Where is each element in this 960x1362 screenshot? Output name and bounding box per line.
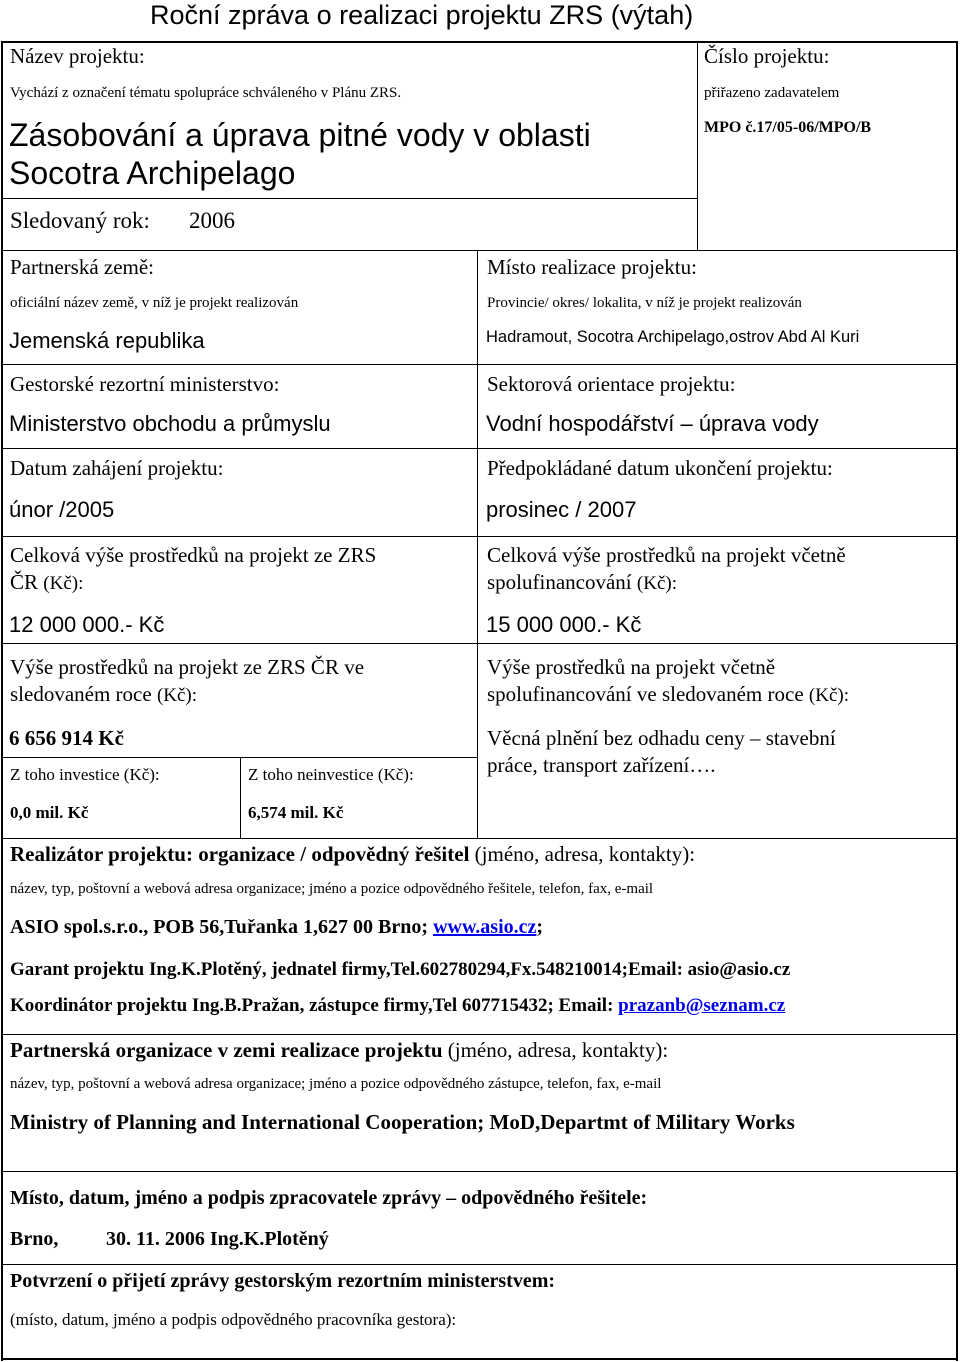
signature-date-name: 30. 11. 2006 Ing.K.Plotěný [106, 1228, 329, 1250]
end-value: prosinec / 2007 [486, 497, 637, 522]
total-cofin-value: 15 000 000.- Kč [486, 612, 642, 637]
divider-r8 [1, 1171, 958, 1172]
location-value: Hadramout, Socotra Archipelago,ostrov Abd Al Kuri [486, 328, 860, 346]
project-name-line2: Socotra Archipelago [9, 155, 296, 191]
project-name-line1: Zásobování a úprava pitné vody v oblasti [9, 117, 591, 153]
divider-number-v [697, 41, 698, 251]
year-cofin-value-line2: práce, transport zařízení…. [487, 753, 716, 777]
partner-org-value: Ministry of Planning and International Cooperation; MoD,Departmt of Military Works [10, 1110, 795, 1134]
divider-title-h [1, 198, 698, 199]
implementer-org: ASIO spol.s.r.o., POB 56,Tuřanka 1,627 00 Brno; www.asio.cz; [10, 916, 544, 938]
invest-value: 0,0 mil. Kč [10, 803, 89, 822]
end-label: Předpokládané datum ukončení projektu: [487, 456, 833, 480]
guarantor: Garant projektu Ing.K.Plotěný, jednatel firmy,Tel.602780294,Fx.548210014;Email: asio@asio.cz [10, 959, 791, 980]
total-zrs-value: 12 000 000.- Kč [9, 612, 165, 637]
total-cofin-label-line1: Celková výše prostředků na projekt včetně [487, 543, 846, 567]
border-top [1, 41, 958, 43]
divider-r9 [1, 1264, 958, 1265]
year-zrs-label-line1: Výše prostředků na projekt ze ZRS ČR ve [10, 655, 365, 679]
total-cofin-label-line2: spolufinancování (Kč): [487, 570, 677, 594]
coordinator: Koordinátor projektu Ing.B.Pražan, zástupce firmy,Tel 607715432; Email: prazanb@seznam.cz [10, 995, 786, 1016]
border-bottom [1, 1358, 958, 1360]
year-cofin-value-line1: Věcná plnění bez odhadu ceny – stavební [487, 726, 836, 750]
noninvest-value: 6,574 mil. Kč [248, 803, 344, 822]
partner-org-label: Partnerská organizace v zemi realizace projektu (jméno, adresa, kontakty): [10, 1038, 669, 1062]
ministry-value: Ministerstvo obchodu a průmyslu [9, 411, 331, 436]
year-label: Sledovaný rok: [10, 208, 150, 233]
border-right [956, 41, 958, 1361]
project-name-label: Název projektu: [10, 44, 145, 68]
sector-label: Sektorová orientace projektu: [487, 372, 736, 396]
total-zrs-label-line1: Celková výše prostředků na projekt ze ZRS [10, 543, 377, 567]
divider-r2 [1, 448, 958, 449]
report-title: Roční zpráva o realizaci projektu ZRS (výtah) [150, 0, 694, 30]
asio-website-link[interactable]: www.asio.cz [433, 916, 537, 938]
sector-value: Vodní hospodářství – úprava vody [486, 411, 819, 436]
divider-r6 [1, 838, 958, 839]
divider-invest-v [240, 757, 241, 838]
year-value: 2006 [189, 208, 235, 233]
start-value: únor /2005 [9, 497, 115, 522]
coordinator-email-link[interactable]: prazanb@seznam.cz [618, 995, 786, 1016]
confirmation-note: (místo, datum, jméno a podpis odpovědného pracovníka gestora): [10, 1310, 457, 1329]
year-cofin-label-line2: spolufinancování ve sledovaném roce (Kč): [487, 682, 849, 706]
noninvest-label: Z toho neinvestice (Kč): [248, 765, 414, 784]
confirmation-label: Potvrzení o přijetí zprávy gestorským rezortním ministerstvem: [10, 1270, 556, 1292]
implementer-label: Realizátor projektu: organizace / odpovědný řešitel (jméno, adresa, kontakty): [10, 842, 696, 866]
total-zrs-label-line2: ČR (Kč): [10, 570, 84, 594]
project-number-value: MPO č.17/05-06/MPO/B [704, 119, 872, 136]
partner-country-note: oficiální název země, v níž je projekt realizován [10, 295, 299, 311]
divider-center-v [477, 250, 478, 838]
partner-country-label: Partnerská země: [10, 255, 155, 279]
location-label: Místo realizace projektu: [487, 255, 697, 279]
ministry-label: Gestorské rezortní ministerstvo: [10, 372, 280, 396]
divider-year-h [1, 250, 958, 251]
implementer-note: název, typ, poštovní a webová adresa organizace; jméno a pozice odpovědného řešitele, telefon, fax, e-mail [10, 881, 654, 897]
year-zrs-value: 6 656 914 Kč [9, 726, 124, 750]
project-name-note: Vychází z označení tématu spolupráce schváleného v Plánu ZRS. [10, 85, 402, 101]
border-left [1, 41, 3, 1361]
divider-r3 [1, 536, 958, 537]
partner-org-note: název, typ, poštovní a webová adresa organizace; jméno a pozice odpovědného zástupce, telefon, fax, e-mail [10, 1076, 662, 1092]
divider-r7 [1, 1034, 958, 1035]
location-note: Provincie/ okres/ lokalita, v níž je projekt realizován [487, 295, 802, 311]
year-zrs-label-line2: sledovaném roce (Kč): [10, 682, 198, 706]
start-label: Datum zahájení projektu: [10, 456, 224, 480]
project-number-note: přiřazeno zadavatelem [704, 85, 840, 101]
signature-label: Místo, datum, jméno a podpis zpracovatele zprávy – odpovědného řešitele: [10, 1187, 648, 1209]
signature-place: Brno, [10, 1228, 59, 1250]
divider-r1 [1, 364, 958, 365]
partner-country-value: Jemenská republika [9, 328, 205, 353]
year-cofin-label-line1: Výše prostředků na projekt včetně [487, 655, 776, 679]
divider-r4 [1, 643, 958, 644]
invest-label: Z toho investice (Kč): [10, 765, 160, 784]
project-number-label: Číslo projektu: [704, 44, 830, 68]
